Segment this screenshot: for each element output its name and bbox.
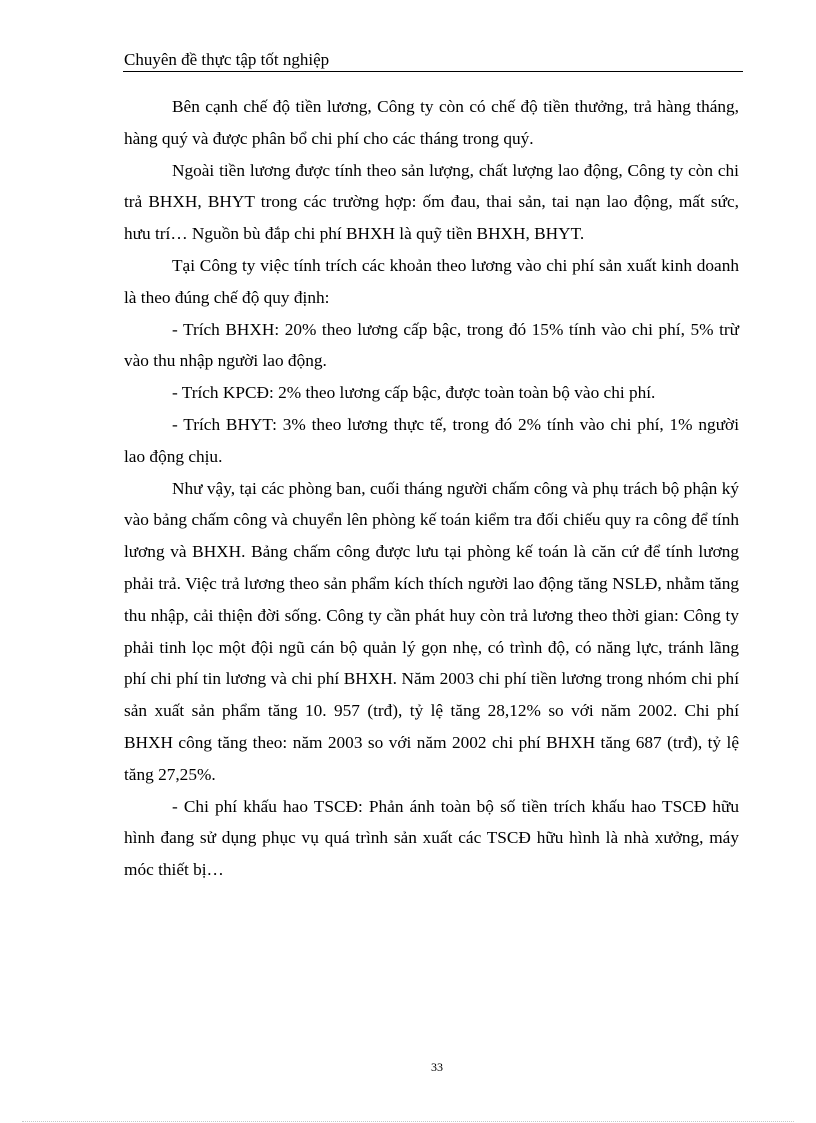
body-text	[124, 91, 739, 886]
page-number: 33	[431, 1060, 443, 1074]
header-rule	[123, 71, 743, 72]
paragraph-kpcd: - Trích KPCĐ: 2% theo lương cấp bậc, được toàn toàn bộ vào chi phí.	[172, 383, 656, 403]
paragraph-bhxh: - Trích BHXH: 20% theo lương cấp bậc, trong đó 15% tính vào chi phí, 5% trừ vào thu nhập người lao động.	[124, 319, 739, 371]
running-header: Chuyên đề thực tập tốt nghiệp	[124, 50, 330, 69]
paragraph-social-insurance: Ngoài tiền lương được tính theo sản lượng, chất lượng lao động, Công ty còn chi trả BHXH, BHYT trong các trường hợp: ốm đau, thai sản, tai nạn lao động, mất sức, hưu trí… Nguồn bù đắp chi phí BHXH là quỹ tiền BHXH, BHYT.	[124, 160, 739, 244]
paragraph-depreciation: - Chi phí khấu hao TSCĐ: Phản ánh toàn bộ số tiền trích khấu hao TSCĐ hữu hình đang sử dụng phục vụ quá trình sản xuất các TSCĐ hữu hình là nhà xưởng, máy móc thiết bị…	[124, 796, 739, 880]
paragraph-deductions-intro: Tại Công ty việc tính trích các khoản theo lương vào chi phí sản xuất kinh doanh là theo đúng chế độ quy định:	[124, 255, 739, 307]
paragraph-bhyt: - Trích BHYT: 3% theo lương thực tế, trong đó 2% tính vào chi phí, 1% người lao động chịu.	[124, 414, 739, 466]
paragraph-analysis: Như vậy, tại các phòng ban, cuối tháng người chấm công và phụ trách bộ phận ký vào bảng chấm công và chuyển lên phòng kế toán kiểm tra đối chiếu quy ra công để tính lương và BHXH. Bảng chấm công được lưu tại phòng kế toán là căn cứ để tính lương phải trả. Việc trả lương theo sản phẩm kích thích người lao động tăng NSLĐ, nhằm tăng thu nhập, cải thiện đời sống. Công ty cần phát huy còn trả lương theo thời gian: Công ty phải tinh lọc một đội ngũ cán bộ quản lý gọn nhẹ, có trình độ, có năng lực, tránh lãng phí chi phí tin lương và chi phí BHXH. Năm 2003 chi phí tiền lương trong nhóm chi phí sản xuất sản phẩm tăng 10. 957 (trđ), tỷ lệ tăng 28,12% so với năm 2002. Chi phí BHXH công tăng theo: năm 2003 so với năm 2002 chi phí BHXH tăng 687 (trđ), tỷ lệ tăng 27,25%.	[124, 478, 739, 784]
paragraph-bonus: Bên cạnh chế độ tiền lương, Công ty còn có chế độ tiền thưởng, trả hàng tháng, hàng quý và được phân bổ chi phí cho các tháng trong quý.	[124, 97, 739, 148]
footer-dotted-line	[22, 1121, 794, 1122]
